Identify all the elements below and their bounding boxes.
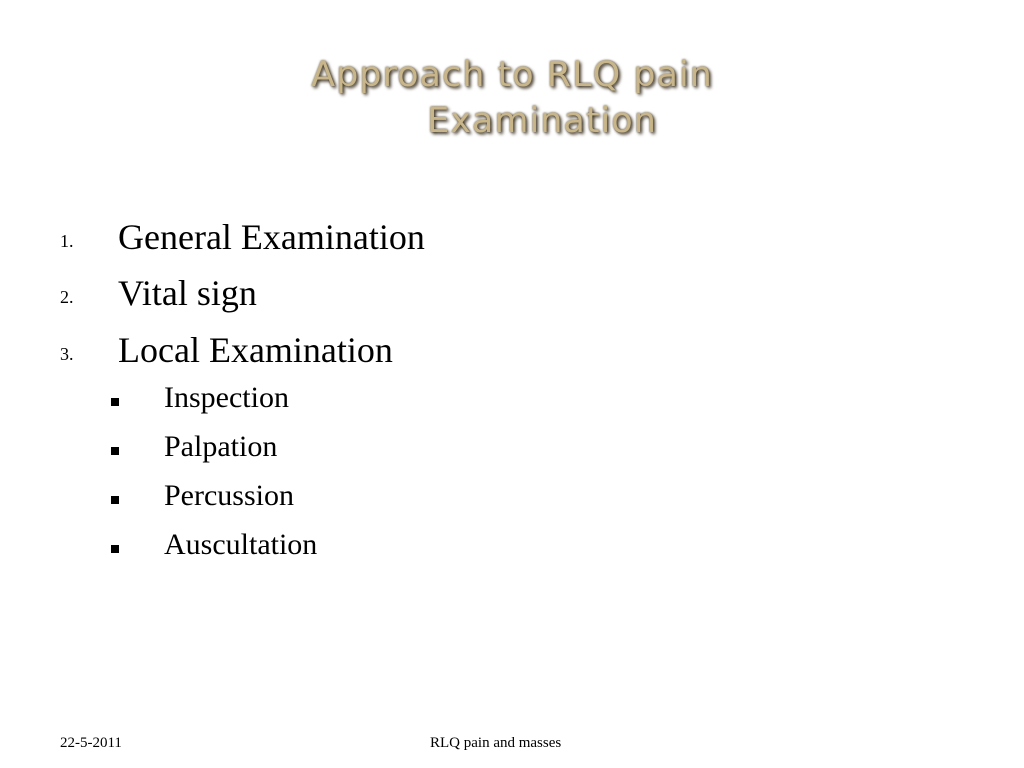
sub-item-text: Auscultation (164, 528, 318, 561)
item-text: Local Examination (118, 330, 393, 370)
square-bullet-icon (111, 447, 119, 455)
numbered-item-2 (60, 264, 660, 314)
title-line-1: Approach to RLQ pain (311, 55, 713, 95)
title-line-2: Examination (427, 101, 657, 141)
square-bullet-icon (111, 398, 119, 406)
item-number: 3. (60, 344, 74, 364)
sub-item-palpation (108, 430, 608, 470)
footer-date: 22-5-2011 (60, 735, 122, 751)
slide-title (200, 52, 824, 144)
sub-item-text: Palpation (164, 430, 278, 463)
item-number: 2. (60, 287, 74, 307)
footer-caption: RLQ pain and masses (430, 735, 562, 751)
sub-item-text: Inspection (164, 381, 289, 414)
sub-item-text: Percussion (164, 479, 294, 512)
numbered-item-3 (60, 321, 660, 371)
item-text: Vital sign (118, 273, 257, 313)
sub-item-inspection (108, 381, 608, 421)
square-bullet-icon (111, 545, 119, 553)
item-number: 1. (60, 231, 74, 251)
numbered-item-1 (60, 208, 660, 258)
sub-item-auscultation (108, 528, 608, 568)
item-text: General Examination (118, 217, 425, 257)
sub-item-percussion (108, 479, 608, 519)
square-bullet-icon (111, 496, 119, 504)
